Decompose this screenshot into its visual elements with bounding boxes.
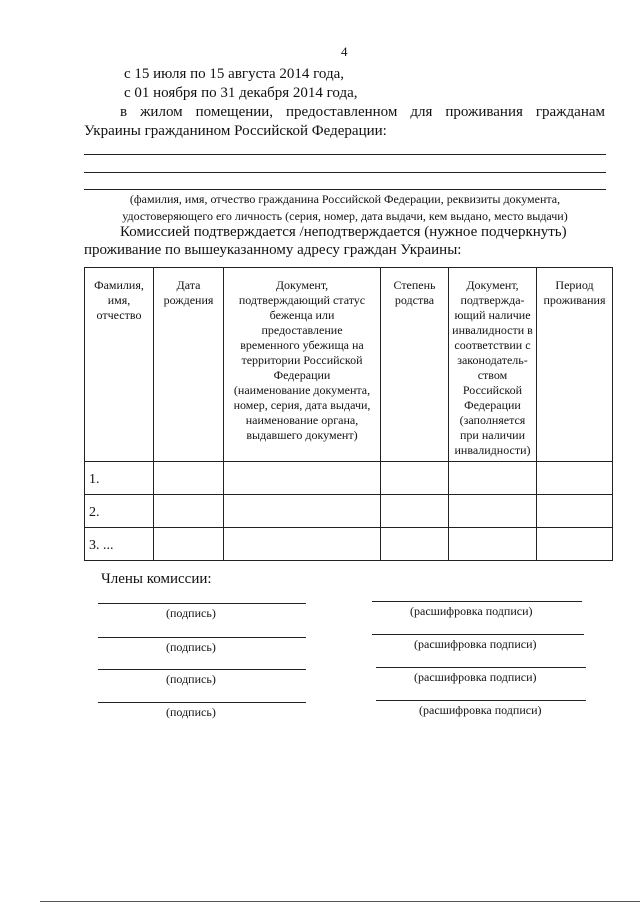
table-cell[interactable] bbox=[154, 495, 224, 528]
header-residence-period bbox=[537, 268, 613, 462]
housing-word: жилом bbox=[140, 104, 183, 120]
housing-line-1 bbox=[120, 104, 605, 121]
table-cell[interactable] bbox=[537, 462, 613, 495]
table-cell[interactable] bbox=[224, 528, 381, 561]
table-header-row bbox=[85, 268, 613, 462]
citizen-caption-line-2: удостоверяющего его личность (серия, номер, дата выдачи, кем выдано, место выдачи) bbox=[122, 209, 568, 223]
row-number: 1. bbox=[85, 462, 154, 495]
confirmation-line-2: проживание по вышеуказанному адресу граждан Украины: bbox=[84, 242, 462, 258]
table-cell[interactable] bbox=[154, 462, 224, 495]
decode-label: (расшифровка подписи) bbox=[414, 670, 537, 684]
table-cell[interactable] bbox=[381, 462, 449, 495]
signature-line[interactable] bbox=[98, 669, 306, 670]
refugees-table bbox=[84, 267, 613, 561]
table-cell[interactable] bbox=[224, 462, 381, 495]
housing-word: в bbox=[120, 104, 128, 120]
housing-line-2: Украины гражданином Российской Федерации: bbox=[84, 123, 387, 139]
fill-line-3 bbox=[84, 189, 606, 190]
table-cell[interactable] bbox=[381, 495, 449, 528]
confirmation-line-1: Комиссией подтверждается /неподтверждается (нужное подчеркнуть) bbox=[120, 224, 567, 240]
table-cell[interactable] bbox=[381, 528, 449, 561]
decode-label: (расшифровка подписи) bbox=[414, 637, 537, 651]
decode-line[interactable] bbox=[372, 634, 584, 635]
table-cell[interactable] bbox=[449, 528, 537, 561]
header-birth-date bbox=[154, 268, 224, 462]
page-number: 4 bbox=[341, 44, 348, 59]
decode-line[interactable] bbox=[376, 667, 586, 668]
housing-word: для bbox=[410, 104, 433, 120]
header-disability-document bbox=[449, 268, 537, 462]
header-full-name bbox=[85, 268, 154, 462]
header-label: Период проживания bbox=[543, 278, 606, 307]
table-cell[interactable] bbox=[449, 462, 537, 495]
table-cell[interactable] bbox=[154, 528, 224, 561]
table-row bbox=[85, 462, 613, 495]
signature-label: (подпись) bbox=[166, 705, 216, 719]
fill-line-1 bbox=[84, 154, 606, 155]
header-label: Документ, подтвержда- ющий наличие инвалидности в соответствии с законодатель- ством Российской Федерации (заполняется при наличии инвалидности) bbox=[452, 278, 533, 457]
citizen-caption-line-1: (фамилия, имя, отчество гражданина Российской Федерации, реквизиты документа, bbox=[129, 192, 561, 206]
housing-word: проживания bbox=[445, 104, 523, 120]
table-row bbox=[85, 528, 613, 561]
signature-line[interactable] bbox=[98, 702, 306, 703]
housing-word: гражданам bbox=[535, 104, 605, 120]
signature-label: (подпись) bbox=[166, 640, 216, 654]
signature-label: (подпись) bbox=[166, 672, 216, 686]
signature-line[interactable] bbox=[98, 637, 306, 638]
decode-line[interactable] bbox=[376, 700, 586, 701]
period-line-1: с 15 июля по 15 августа 2014 года, bbox=[124, 66, 345, 82]
commission-members-title: Члены комиссии: bbox=[101, 571, 212, 587]
page-bottom-rule bbox=[40, 901, 640, 902]
table-cell[interactable] bbox=[537, 528, 613, 561]
housing-word: предоставленном bbox=[286, 104, 398, 120]
table-cell[interactable] bbox=[224, 495, 381, 528]
header-status-document bbox=[224, 268, 381, 462]
decode-label: (расшифровка подписи) bbox=[410, 604, 533, 618]
table-cell[interactable] bbox=[537, 495, 613, 528]
decode-line[interactable] bbox=[372, 601, 582, 602]
row-number: 3. ... bbox=[85, 528, 154, 561]
row-number: 2. bbox=[85, 495, 154, 528]
header-kinship bbox=[381, 268, 449, 462]
fill-line-2 bbox=[84, 172, 606, 173]
header-label: Фамилия, имя, отчество bbox=[94, 278, 144, 322]
housing-word: помещении, bbox=[195, 104, 274, 120]
table-cell[interactable] bbox=[449, 495, 537, 528]
table-row bbox=[85, 495, 613, 528]
decode-label: (расшифровка подписи) bbox=[419, 703, 542, 717]
header-label: Дата рождения bbox=[163, 278, 214, 307]
header-label: Документ, подтверждающий статус беженца или предоставление временного убежища на территории Российской Федерации (наименование документа, номер, серия, дата выдачи, наименование органа, выдавшего документ) bbox=[233, 278, 371, 442]
header-label: Степень родства bbox=[393, 278, 436, 307]
signature-label: (подпись) bbox=[166, 606, 216, 620]
period-line-2: с 01 ноября по 31 декабря 2014 года, bbox=[124, 85, 358, 101]
signature-line[interactable] bbox=[98, 603, 306, 604]
